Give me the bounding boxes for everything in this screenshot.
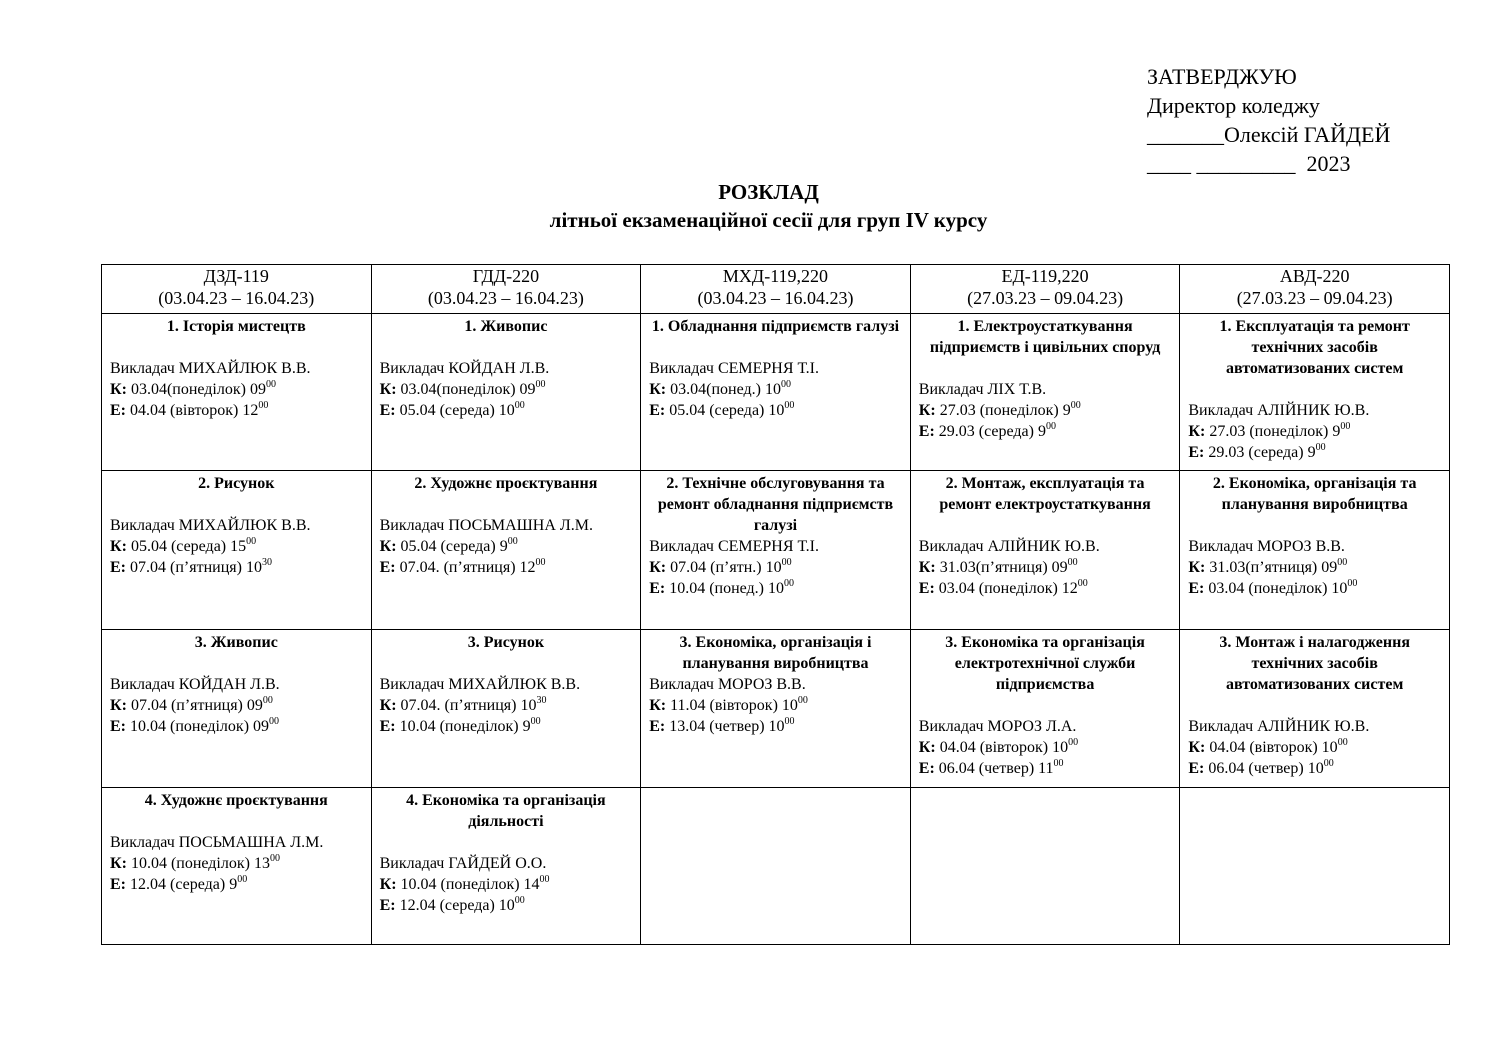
exam-minutes: 00 — [784, 716, 795, 727]
group-period: (27.03.23 – 09.04.23) — [1236, 288, 1393, 308]
teacher-name: ПОСЬМАШНА Л.М. — [448, 517, 593, 534]
teacher-line — [110, 358, 363, 379]
schedule-cell — [371, 314, 641, 471]
exam-line — [919, 578, 1172, 599]
subject-title: 4. Художнє проєктування — [144, 792, 328, 809]
consultation-minutes: 00 — [781, 557, 792, 568]
group-name: ЕД-119,220 — [1001, 266, 1089, 286]
consultation-date: 03.04(понед.) 10 — [670, 381, 781, 398]
consultation-minutes: 00 — [265, 379, 276, 390]
teacher-label: Викладач — [649, 538, 714, 555]
consultation-date: 05.04 (середа) 15 — [130, 538, 247, 555]
teacher-label: Викладач — [110, 676, 175, 693]
teacher-line — [380, 853, 633, 874]
exam-label: Е: — [918, 760, 935, 777]
document-title — [0, 178, 1497, 234]
consultation-label: К: — [1188, 423, 1206, 440]
teacher-name: КОЙДАН Л.В. — [448, 360, 550, 377]
exam-line — [380, 557, 633, 578]
consultation-minutes: 00 — [1340, 421, 1351, 432]
approval-block — [1147, 62, 1390, 178]
exam-minutes: 00 — [530, 716, 541, 727]
exam-minutes: 00 — [1053, 758, 1064, 769]
consultation-label: К: — [110, 697, 127, 714]
exam-date: 29.03 (середа) 9 — [938, 423, 1046, 440]
consultation-label: К: — [918, 739, 936, 756]
consultation-minutes: 00 — [780, 379, 791, 390]
subject-title: 1. Живопис — [464, 318, 548, 335]
consultation-line — [1188, 557, 1441, 578]
teacher-label: Викладач — [649, 360, 714, 377]
consultation-minutes: 00 — [535, 379, 546, 390]
group-name: АВД-220 — [1279, 266, 1350, 286]
exam-minutes: 00 — [1077, 578, 1088, 589]
exam-date: 04.04 (вівторок) 12 — [130, 402, 259, 419]
consultation-label: К: — [379, 697, 397, 714]
subject-title: 2. Технічне обслуговування та ремонт обладнання підприємств галузі — [657, 475, 894, 534]
consultation-label: К: — [1188, 739, 1206, 756]
exam-minutes: 00 — [514, 400, 525, 411]
consultation-date: 03.04(понеділок) 09 — [400, 381, 536, 398]
subject-title: 2. Монтаж, експлуатація та ремонт електроустаткування — [939, 475, 1151, 513]
subject-title: 2. Художнє проєктування — [414, 475, 598, 492]
consultation-date: 31.03(п’ятниця) 09 — [1209, 559, 1338, 576]
spacer — [380, 494, 633, 515]
consultation-line — [649, 557, 902, 578]
teacher-name: АЛІЙНИК Ю.В. — [987, 538, 1100, 555]
consultation-label: К: — [649, 381, 667, 398]
exam-date: 12.04 (середа) 10 — [399, 897, 515, 914]
teacher-name: ГАЙДЕЙ О.О. — [448, 855, 547, 872]
teacher-label: Викладач — [379, 676, 445, 693]
schedule-row — [102, 314, 1450, 471]
exam-line — [110, 716, 363, 737]
exam-line — [649, 716, 902, 737]
teacher-line — [380, 358, 633, 379]
teacher-label: Викладач — [918, 381, 984, 398]
consultation-line — [380, 379, 633, 400]
exam-date: 10.04 (понеділок) 9 — [399, 718, 531, 735]
group-period: (03.04.23 – 16.04.23) — [158, 288, 315, 308]
consultation-line — [649, 695, 902, 716]
exam-date: 05.04 (середа) 10 — [399, 402, 515, 419]
exam-date: 07.04 (п’ятниця) 10 — [130, 559, 262, 576]
approval-position: Директор коледжу — [1147, 93, 1320, 118]
subject-title: 4. Економіка та організація діяльності — [406, 792, 606, 830]
consultation-minutes: 00 — [539, 874, 550, 885]
spacer — [110, 494, 363, 515]
exam-label: Е: — [649, 402, 666, 419]
consultation-date: 11.04 (вівторок) 10 — [670, 697, 798, 714]
subject-title: 1. Історія мистецтв — [166, 318, 306, 335]
consultation-date: 10.04 (понеділок) 14 — [400, 876, 540, 893]
schedule-cell — [102, 471, 372, 630]
teacher-line — [649, 674, 902, 695]
consultation-line — [380, 695, 633, 716]
teacher-line — [1188, 536, 1441, 557]
exam-minutes: 00 — [258, 400, 269, 411]
approval-heading: ЗАТВЕРДЖУЮ — [1147, 64, 1297, 89]
consultation-line — [649, 379, 902, 400]
exam-label: Е: — [379, 402, 396, 419]
exam-date: 12.04 (середа) 9 — [130, 876, 238, 893]
consultation-label: К: — [649, 697, 667, 714]
exam-label: Е: — [110, 718, 126, 735]
consultation-label: К: — [379, 876, 397, 893]
teacher-line — [919, 379, 1172, 400]
spacer — [919, 695, 1172, 716]
teacher-label: Викладач — [1188, 538, 1254, 555]
consultation-label: К: — [110, 381, 127, 398]
group-name: ГДД-220 — [472, 266, 540, 286]
teacher-label: Викладач — [110, 517, 175, 534]
exam-date: 10.04 (понед.) 10 — [669, 580, 784, 597]
teacher-name: АЛІЙНИК Ю.В. — [1257, 402, 1370, 419]
exam-minutes: 30 — [261, 557, 272, 568]
consultation-label: К: — [110, 855, 127, 872]
consultation-date: 05.04 (середа) 9 — [400, 538, 508, 555]
teacher-line — [919, 536, 1172, 557]
consultation-line — [110, 695, 363, 716]
consultation-date: 03.04(понеділок) 09 — [130, 381, 266, 398]
exam-line — [380, 400, 633, 421]
spacer — [110, 811, 363, 832]
consultation-minutes: 00 — [1070, 400, 1081, 411]
consultation-line — [919, 400, 1172, 421]
exam-label: Е: — [379, 718, 396, 735]
teacher-label: Викладач — [110, 834, 175, 851]
group-period: (03.04.23 – 16.04.23) — [427, 288, 584, 308]
teacher-name: ПОСЬМАШНА Л.М. — [178, 834, 324, 851]
title-subtitle: літньої екзаменаційної сесії для груп IV курсу — [549, 208, 988, 232]
exam-line — [110, 874, 363, 895]
exam-minutes: 00 — [784, 400, 795, 411]
consultation-minutes: 00 — [246, 536, 257, 547]
teacher-label: Викладач — [379, 517, 445, 534]
exam-label: Е: — [110, 876, 126, 893]
teacher-line — [110, 674, 363, 695]
consultation-date: 04.04 (вівторок) 10 — [939, 739, 1069, 756]
consultation-date: 07.04 (п’ятниця) 09 — [130, 697, 263, 714]
schedule-row — [102, 788, 1450, 945]
schedule-cell — [102, 788, 372, 945]
teacher-label: Викладач — [1188, 718, 1254, 735]
consultation-label: К: — [379, 538, 397, 555]
approval-signature-line: _______Олексій ГАЙДЕЙ — [1147, 122, 1391, 147]
exam-date: 10.04 (понеділок) 09 — [130, 718, 270, 735]
exam-label: Е: — [379, 897, 396, 914]
group-header — [371, 265, 641, 314]
exam-minutes: 00 — [514, 895, 525, 906]
schedule-cell — [641, 788, 911, 945]
subject-title: 3. Рисунок — [467, 634, 545, 651]
consultation-minutes: 00 — [1068, 737, 1079, 748]
exam-line — [919, 758, 1172, 779]
header-row — [102, 265, 1450, 314]
consultation-label: К: — [649, 559, 667, 576]
group-period: (03.04.23 – 16.04.23) — [697, 288, 854, 308]
exam-label: Е: — [379, 559, 396, 576]
exam-minutes: 00 — [1323, 758, 1334, 769]
subject-title: 1. Обладнання підприємств галузі — [651, 318, 900, 335]
spacer — [110, 337, 363, 358]
teacher-line — [110, 515, 363, 536]
group-header — [102, 265, 372, 314]
consultation-date: 04.04 (вівторок) 10 — [1209, 739, 1338, 756]
exam-minutes: 00 — [269, 716, 280, 727]
group-header — [910, 265, 1180, 314]
exam-date: 29.03 (середа) 9 — [1208, 444, 1316, 461]
schedule-cell — [910, 630, 1180, 788]
subject-title: 3. Живопис — [194, 634, 278, 651]
consultation-line — [919, 737, 1172, 758]
teacher-name: МОРОЗ Л.А. — [987, 718, 1077, 735]
schedule-cell — [1180, 314, 1450, 471]
teacher-label: Викладач — [918, 718, 984, 735]
exam-date: 03.04 (понеділок) 10 — [1208, 580, 1348, 597]
exam-minutes: 00 — [1045, 421, 1056, 432]
schedule-cell — [910, 788, 1180, 945]
consultation-line — [919, 557, 1172, 578]
exam-minutes: 00 — [237, 874, 248, 885]
schedule-cell — [371, 630, 641, 788]
subject-title: 2. Рисунок — [198, 475, 275, 492]
consultation-line — [380, 536, 633, 557]
consultation-line — [110, 853, 363, 874]
exam-date: 03.04 (понеділок) 12 — [938, 580, 1078, 597]
group-header — [1180, 265, 1450, 314]
group-header — [641, 265, 911, 314]
teacher-line — [110, 832, 363, 853]
consultation-date: 31.03(п’ятниця) 09 — [939, 559, 1068, 576]
teacher-line — [919, 716, 1172, 737]
teacher-name: МИХАЙЛЮК В.В. — [448, 676, 581, 693]
teacher-label: Викладач — [1188, 402, 1254, 419]
exam-date: 13.04 (четвер) 10 — [669, 718, 785, 735]
spacer — [1188, 515, 1441, 536]
exam-minutes: 00 — [1347, 578, 1358, 589]
exam-label: Е: — [918, 423, 935, 440]
exam-date: 06.04 (четвер) 11 — [938, 760, 1054, 777]
exam-minutes: 00 — [784, 578, 794, 589]
exam-line — [380, 716, 633, 737]
exam-line — [110, 400, 363, 421]
schedule-cell — [102, 630, 372, 788]
consultation-line — [1188, 737, 1441, 758]
consultation-minutes: 00 — [1067, 557, 1078, 568]
schedule-cell — [371, 788, 641, 945]
group-name: МХД-119,220 — [722, 266, 829, 286]
schedule-cell — [102, 314, 372, 471]
consultation-minutes: 00 — [1337, 737, 1348, 748]
subject-title: 3. Економіка, організація і планування виробництва — [679, 634, 872, 672]
spacer — [1188, 379, 1441, 400]
consultation-date: 27.03 (понеділок) 9 — [1209, 423, 1341, 440]
exam-line — [649, 400, 902, 421]
consultation-label: К: — [1188, 559, 1206, 576]
subject-title: 3. Монтаж і налагодження технічних засобів автоматизованих систем — [1219, 634, 1410, 693]
schedule-cell — [910, 471, 1180, 630]
spacer — [380, 653, 633, 674]
teacher-name: КОЙДАН Л.В. — [178, 676, 280, 693]
teacher-name: ЛІХ Т.В. — [987, 381, 1047, 398]
exam-label: Е: — [1188, 444, 1205, 461]
consultation-label: К: — [110, 538, 127, 555]
schedule-cell — [910, 314, 1180, 471]
group-name: ДЗД-119 — [203, 266, 269, 286]
consultation-line — [110, 379, 363, 400]
teacher-label: Викладач — [379, 360, 445, 377]
approval-date-line: ____ _________ 2023 — [1147, 151, 1351, 176]
exam-date: 07.04. (п’ятниця) 12 — [399, 559, 536, 576]
subject-title: 1. Експлуатація та ремонт технічних засобів автоматизованих систем — [1219, 318, 1410, 377]
teacher-name: СЕМЕРНЯ Т.І. — [717, 360, 820, 377]
spacer — [380, 337, 633, 358]
exam-label: Е: — [1188, 580, 1205, 597]
subject-title: 2. Економіка, організація та планування виробництва — [1212, 475, 1417, 513]
consultation-minutes: 00 — [507, 536, 518, 547]
spacer — [380, 832, 633, 853]
schedule-cell — [371, 471, 641, 630]
teacher-name: СЕМЕРНЯ Т.І. — [717, 538, 820, 555]
subject-title: 3. Економіка та організація електротехнічної служби підприємства — [945, 634, 1145, 693]
consultation-minutes: 00 — [797, 695, 808, 706]
exam-date: 06.04 (четвер) 10 — [1208, 760, 1324, 777]
consultation-date: 07.04. (п’ятниця) 10 — [400, 697, 537, 714]
exam-line — [1188, 758, 1441, 779]
exam-date: 05.04 (середа) 10 — [669, 402, 785, 419]
consultation-date: 07.04 (п’ятн.) 10 — [670, 559, 782, 576]
teacher-name: МОРОЗ В.В. — [1257, 538, 1345, 555]
consultation-minutes: 30 — [536, 695, 547, 706]
exam-line — [1188, 442, 1441, 463]
exam-line — [1188, 578, 1441, 599]
spacer — [110, 653, 363, 674]
teacher-label: Викладач — [379, 855, 445, 872]
exam-minutes: 00 — [535, 557, 546, 568]
spacer — [1188, 695, 1441, 716]
teacher-line — [1188, 716, 1441, 737]
exam-line — [380, 895, 633, 916]
spacer — [649, 337, 902, 358]
consultation-minutes: 00 — [1337, 557, 1348, 568]
exam-minutes: 00 — [1315, 442, 1326, 453]
teacher-line — [380, 674, 633, 695]
schedule-cell — [641, 314, 911, 471]
teacher-line — [649, 358, 902, 379]
schedule-cell — [1180, 788, 1450, 945]
exam-label: Е: — [110, 559, 126, 576]
teacher-name: МИХАЙЛЮК В.В. — [178, 360, 311, 377]
exam-line — [649, 578, 902, 599]
consultation-minutes: 00 — [269, 853, 280, 864]
schedule-cell — [641, 630, 911, 788]
teacher-name: АЛІЙНИК Ю.В. — [1257, 718, 1370, 735]
exam-schedule-table — [101, 264, 1450, 945]
group-period: (27.03.23 – 09.04.23) — [967, 288, 1124, 308]
teacher-line — [380, 515, 633, 536]
consultation-date: 27.03 (понеділок) 9 — [939, 402, 1071, 419]
consultation-line — [1188, 421, 1441, 442]
exam-label: Е: — [649, 718, 666, 735]
schedule-cell — [641, 471, 911, 630]
exam-label: Е: — [918, 580, 935, 597]
consultation-minutes: 00 — [262, 695, 273, 706]
consultation-line — [110, 536, 363, 557]
spacer — [919, 515, 1172, 536]
consultation-date: 10.04 (понеділок) 13 — [130, 855, 270, 872]
consultation-label: К: — [379, 381, 397, 398]
exam-line — [110, 557, 363, 578]
exam-label: Е: — [1188, 760, 1205, 777]
teacher-label: Викладач — [649, 676, 714, 693]
exam-line — [919, 421, 1172, 442]
exam-label: Е: — [110, 402, 126, 419]
spacer — [919, 358, 1172, 379]
schedule-row — [102, 630, 1450, 788]
exam-label: Е: — [649, 580, 666, 597]
consultation-label: К: — [918, 559, 936, 576]
teacher-line — [649, 536, 902, 557]
title-main: РОЗКЛАД — [718, 180, 819, 204]
subject-title: 1. Електроустаткування підприємств і цивільних споруд — [929, 318, 1161, 356]
teacher-line — [1188, 400, 1441, 421]
schedule-cell — [1180, 471, 1450, 630]
teacher-name: МИХАЙЛЮК В.В. — [178, 517, 311, 534]
schedule-row — [102, 471, 1450, 630]
teacher-label: Викладач — [110, 360, 175, 377]
consultation-label: К: — [918, 402, 936, 419]
teacher-name: МОРОЗ В.В. — [717, 676, 806, 693]
schedule-cell — [1180, 630, 1450, 788]
teacher-label: Викладач — [918, 538, 984, 555]
consultation-line — [380, 874, 633, 895]
